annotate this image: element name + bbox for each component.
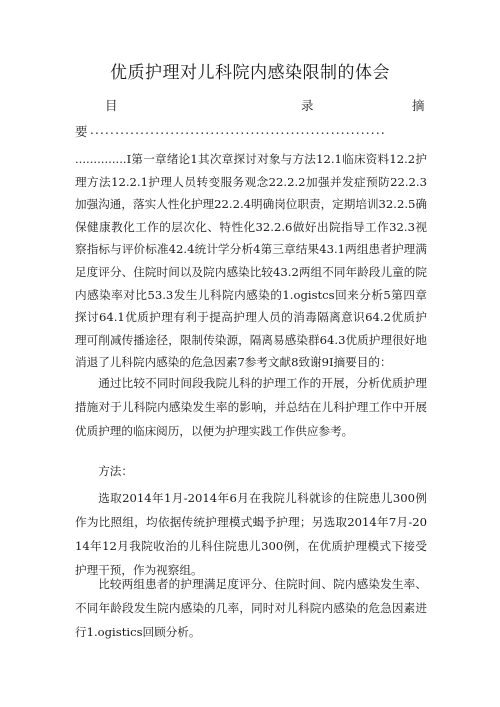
toc-heading — [75, 96, 425, 139]
toc-heading-char-1: 目 — [105, 98, 118, 113]
abstract-comparison-paragraph: 比较两组患者的护理满足度评分、住院时间、院内感染发生率、不同年龄段发生院内感染的几率，同时对儿科院内感染的危急因素进行1.ogistics回顾分析。 — [75, 577, 427, 639]
toc-heading-char-3: 摘 — [412, 98, 425, 113]
document-title: 优质护理对儿科院内感染限制的体会 — [110, 63, 390, 83]
abstract-purpose-paragraph: 通过比较不同时间段我院儿科的护理工作的开展，分析优质护理措施对于儿科院内感染发生率的影响，并总结在儿科护理工作中开展优质护理的临床阅历，以便为护理实践工作供应参考。 — [75, 376, 427, 438]
abstract-method-heading: 方法： — [98, 464, 133, 478]
toc-leader-dots: ........................................................... — [90, 123, 386, 137]
abstract-method-paragraph: 选取2014年1月-2014年6月在我院儿科就诊的住院患儿300例作为比照组，均依据传统护理模式蝎予护理；另选取2014年7月-2014年12月我院收治的儿科住院患儿300例，在优质护理模式下接受护理干预，作为视察组。 — [75, 491, 427, 577]
table-of-contents-text: ..............I第一章绪论1其次章探讨对象与方法12.1临床资料12.2护理方法12.2.1护理人员转变服务观念22.2.2加强并发症预防22.2.3加强沟通，落实人性化护理22.2.4明确岗位职责，定期培训32.2.5确保健康教化工作的层次化、特性化32.2.6做好出院指导工作32.3视察指标与评价标准42.4统计学分析4第三章结果43.1两组患者护理满足度评分、住院时间以及院内感染比较43.2两组不同年龄段儿童的院内感染率对比53.3发生儿科院内感染的1.ogistcs回来分析5第四章探讨64.1优质护理有利于提高护理人员的消毒隔离意识64.2优质护理可削减传播途径，限制传染源，隔离易感染群64.3优质护理很好地消退了儿科院内感染的危急因素7参考文献8致谢9I摘要目的： — [75, 152, 428, 370]
toc-heading-char-4: 要 — [75, 124, 88, 139]
toc-heading-char-2: 录 — [301, 98, 314, 113]
